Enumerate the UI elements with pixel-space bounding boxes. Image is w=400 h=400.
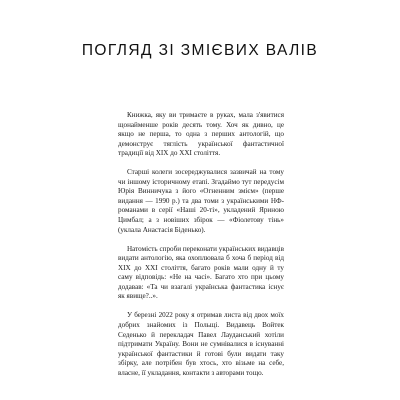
paragraph-4: У березні 2022 року я отримав листа від двох моїх добрих знайомих із Польщі. Видавець Войтек Седенько й перекладач Павел Лауданський хотіли підтримати Україну. Вони не сумнівалися в існуванні української фантастики й готові були видати таку збірку, але потрібен був хтось, хто візьме на себе, власне, її укладання, контакти з авторами тощо. — [118, 311, 284, 377]
paragraph-1: Книжка, яку ви тримаєте в руках, мала з'явитися щонайменше років десять тому. Хоч як дивно, це якщо не перша, то одна з перших антологій, що демонструє тяглість української фантастичної традиції від ХІХ до ХХІ століття. — [118, 111, 284, 158]
chapter-title: ПОГЛЯД ЗІ ЗМІЄВИХ ВАЛІВ — [81, 42, 319, 59]
paragraph-2: Старші колеги зосереджувалися зазвичай на тому чи іншому історичному етапі. Згадаймо тут передусім Юрія Винничука з його «Огненним змієм» (перше видання — 1990 р.) та два томи з українськими НФ-романами в серії «Наші 20-ті», укладений Яриною Цимбал; а з новіших збірок — «Фіолетову тінь» (уклала Анастасія Біденько). — [118, 168, 284, 234]
paragraph-3: Натомість спроби переконати українських видавців видати антологію, яка охоплювала б хоча б період від ХІХ до ХХІ століття, багато років мали одну й ту саму відповідь: «Не на часі». Багато хто при цьому додавав: «Та чи взагалі українська фантастика існує як явище?..». — [118, 244, 284, 301]
body-text — [118, 111, 284, 388]
